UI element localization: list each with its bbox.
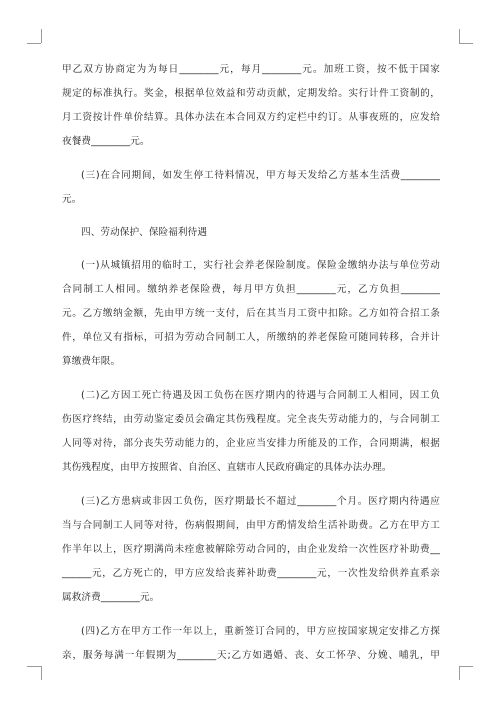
text-line: 人同等对待，部分丧失劳动能力的，企业应当安排力所能及的工作，合同期满，根据: [62, 438, 440, 449]
crop-mark-bottom-left-v: [41, 666, 42, 680]
text-line: 伤医疗终结，由劳动鉴定委员会确定其伤残程度。完全丧失劳动能力的，与合同制工: [62, 414, 440, 425]
text-line: 合同制工人相同。缴纳养老保险费，每月甲方负担________元，乙方负担________: [62, 284, 440, 295]
text-line: 月工资按计件单价结算。具体办法在本合同双方约定栏中约订。从事夜班的，应发给: [62, 112, 440, 123]
text-line: ______元，乙方死亡的，甲方应发给丧葬补助费________元，一次性发给供养直系亲: [62, 568, 440, 579]
text-line: 规定的标准执行。奖金，根据单位效益和劳动贡献，定期发给。实行计件工资制的，: [62, 88, 440, 99]
text-line: 元。乙方缴纳金额，先由甲方统一支付，后在其当月工资中扣除。乙方如符合招工条: [62, 308, 440, 319]
crop-mark-bottom-left-h: [27, 666, 41, 667]
text-line: 件，单位又有指标，可招为劳动合同制工人，所缴纳的养老保险可随同转移，合并计: [62, 332, 440, 343]
text-line: 亲，服务每满一年假期为________天;乙方如遇婚、丧、女工怀孕、分娩、哺乳，甲: [62, 650, 440, 661]
text-line: 当与合同制工人同等对待，伤病假期间，由甲方酌情发给生活补助费。乙方在甲方工: [62, 520, 440, 531]
text-line: (四)乙方在甲方工作一年以上，重新签订合同的，甲方应按国家规定安排乙方探: [81, 626, 440, 637]
text-line: 元。: [62, 194, 82, 205]
text-line: 甲乙双方协商定为为每日________元，每月________元。加班工资，按不低于国家: [62, 64, 440, 75]
section-heading: 四、劳动保护、保险福利待遇: [81, 227, 208, 238]
text-line: (三)乙方患病或非因工负伤，医疗期最长不超过________个月。医疗期内待遇应: [81, 496, 440, 507]
crop-mark-top-right-h: [459, 43, 473, 44]
text-line: 其伤残程度，由甲方按照省、自治区、直辖市人民政府确定的具体办法办理。: [62, 462, 392, 473]
text-line: 夜餐费________元。: [62, 136, 150, 147]
text-line: 算缴费年限。: [62, 356, 121, 367]
text-line: 作半年以上，医疗期满尚未痊愈被解除劳动合同的，由企业发给一次性医疗补助费__: [62, 544, 440, 555]
crop-mark-bottom-right-v: [459, 666, 460, 680]
crop-mark-top-right-v: [459, 29, 460, 43]
text-line: (一)从城镇招用的临时工，实行社会养老保险制度。保险金缴纳办法与单位劳动: [81, 260, 440, 271]
crop-mark-top-left-v: [41, 29, 42, 43]
crop-mark-bottom-right-h: [459, 666, 473, 667]
text-line: (三)在合同期间，如发生停工待料情况，甲方每天发给乙方基本生活费________: [81, 170, 440, 181]
text-line: (二)乙方因工死亡待遇及因工负伤在医疗期内的待遇与合同制工人相同，因工负: [81, 390, 440, 401]
crop-mark-top-left-h: [27, 43, 41, 44]
text-line: 属救济费________元。: [62, 592, 160, 603]
